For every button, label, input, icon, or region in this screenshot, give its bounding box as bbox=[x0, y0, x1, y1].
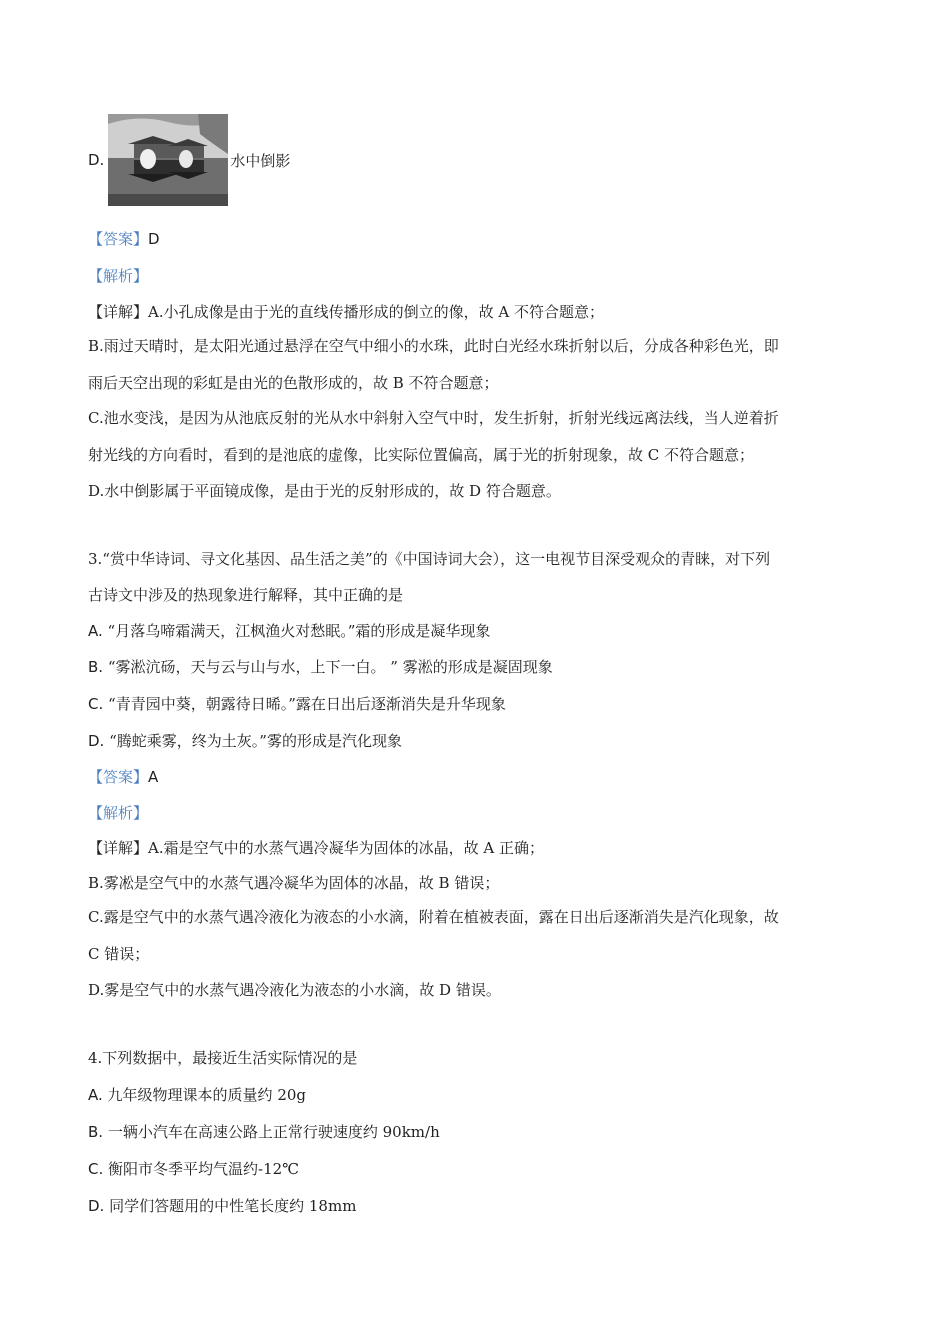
q2-detail-line-3: C.池水变浅，是因为从池底反射的光从水中斜射入空气中时，发生折射，折射光线远离法线，当人逆着折 bbox=[88, 409, 779, 427]
q4-stem: 4.下列数据中，最接近生活实际情况的是 bbox=[88, 1049, 358, 1067]
q2-detail-line-4: 射光线的方向看时，看到的是池底的虚像，比实际位置偏高，属于光的折射现象，故 C 不符合题意； bbox=[88, 446, 755, 464]
q3-analysis-tag: 【解析】 bbox=[88, 804, 149, 822]
pavilion-reflection-image bbox=[108, 114, 228, 206]
q2-detail-line-5: D.水中倒影属于平面镜成像，是由于光的反射形成的，故 D 符合题意。 bbox=[88, 482, 561, 500]
option-label: D. bbox=[88, 732, 105, 750]
option-text: 一辆小汽车在高速公路上正常行驶速度约 90km/h bbox=[107, 1123, 440, 1141]
q4-option-c bbox=[88, 1159, 862, 1179]
q2-option-d-label: D. bbox=[88, 151, 105, 169]
option-text: “月落乌啼霜满天，江枫渔火对愁眠。”霜的形成是凝华现象 bbox=[107, 622, 491, 640]
option-text: 同学们答题用的中性笔长度约 18mm bbox=[109, 1197, 357, 1215]
q3-detail-text-0: A.霜是空气中的水蒸气遇冷凝华为固体的冰晶，故 A 正确； bbox=[148, 839, 544, 857]
q2-detail-line-0 bbox=[88, 302, 862, 322]
q2-option-d bbox=[88, 112, 290, 208]
q3-option-c bbox=[88, 694, 862, 714]
detail-tag: 【详解】 bbox=[88, 303, 149, 321]
option-label: A. bbox=[88, 1086, 103, 1104]
q3-detail-line-3: C 错误； bbox=[88, 945, 150, 963]
q2-detail-line-1: B.雨过天晴时，是太阳光通过悬浮在空气中细小的水珠，此时白光经水珠折射以后，分成各种彩色光，即 bbox=[88, 337, 779, 355]
q3-detail-line-2: C.露是空气中的水蒸气遇冷液化为液态的小水滴，附着在植被表面，露在日出后逐渐消失是汽化现象，故 bbox=[88, 908, 779, 926]
q3-option-b bbox=[88, 657, 862, 677]
option-text: “雾淞沆砀，天与云与山与水，上下一白。 ” 雾淞的形成是凝固现象 bbox=[107, 658, 553, 676]
q2-analysis-tag: 【解析】 bbox=[88, 267, 149, 285]
q4-option-a bbox=[88, 1085, 862, 1105]
q3-detail-line-1: B.雾凇是空气中的水蒸气遇冷凝华为固体的冰晶，故 B 错误； bbox=[88, 874, 500, 892]
option-text: “青青园中葵，朝露待日晞。”露在日出后逐渐消失是升华现象 bbox=[108, 695, 506, 713]
q3-option-d bbox=[88, 731, 862, 751]
option-label: B. bbox=[88, 658, 104, 676]
option-text: 九年级物理课本的质量约 20g bbox=[107, 1086, 307, 1104]
answer-value: D bbox=[148, 230, 160, 248]
option-label: A. bbox=[88, 622, 103, 640]
detail-tag: 【详解】 bbox=[88, 839, 149, 857]
q3-detail-line-0 bbox=[88, 838, 862, 858]
q4-option-d bbox=[88, 1196, 862, 1216]
q2-detail-text-0: A.小孔成像是由于光的直线传播形成的倒立的像，故 A 不符合题意； bbox=[148, 303, 604, 321]
q2-detail-line-2: 雨后天空出现的彩虹是由光的色散形成的，故 B 不符合题意； bbox=[88, 374, 499, 392]
answer-value: A bbox=[148, 768, 159, 786]
q3-stem-line-2: 古诗文中涉及的热现象进行解释，其中正确的是 bbox=[88, 586, 404, 604]
q3-answer bbox=[88, 767, 862, 787]
option-label: C. bbox=[88, 1160, 104, 1178]
answer-tag: 【答案】 bbox=[88, 768, 149, 786]
answer-tag: 【答案】 bbox=[88, 230, 149, 248]
q2-option-d-text: 水中倒影 bbox=[230, 151, 291, 170]
q4-option-b bbox=[88, 1122, 862, 1142]
reflection-photo bbox=[108, 114, 228, 206]
option-label: D. bbox=[88, 1197, 105, 1215]
q3-detail-line-4: D.雾是空气中的水蒸气遇冷液化为液态的小水滴，故 D 错误。 bbox=[88, 981, 501, 999]
q3-option-a bbox=[88, 621, 862, 641]
option-label: C. bbox=[88, 695, 104, 713]
q2-answer bbox=[88, 229, 862, 249]
option-label: B. bbox=[88, 1123, 104, 1141]
option-text: 衡阳市冬季平均气温约-12℃ bbox=[108, 1160, 299, 1178]
option-text: “腾蛇乘雾，终为土灰。”雾的形成是汽化现象 bbox=[109, 732, 402, 750]
q3-stem-line-1: 3.“赏中华诗词、寻文化基因、品生活之美”的《中国诗词大会），这一电视节目深受观众的青睐，对下列 bbox=[88, 550, 771, 568]
